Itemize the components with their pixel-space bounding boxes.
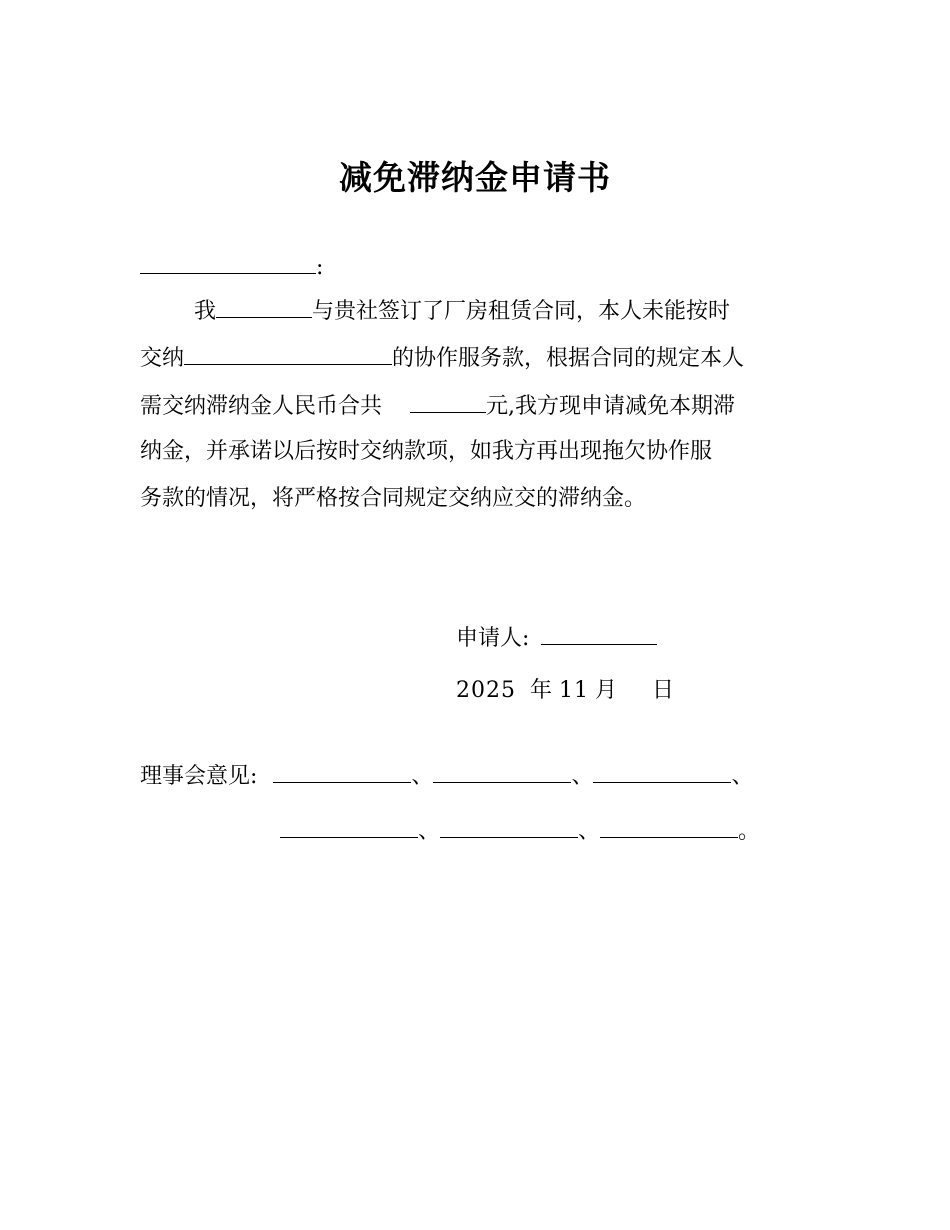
board-separator: 、 bbox=[578, 819, 601, 844]
signer-name-blank[interactable] bbox=[216, 295, 312, 318]
addressee-blank[interactable] bbox=[140, 251, 316, 274]
amount-blank[interactable] bbox=[410, 390, 486, 413]
body-line-1-a: 我 bbox=[194, 299, 217, 324]
board-end-mark: 。 bbox=[738, 819, 761, 844]
body-line-2-a: 交纳 bbox=[140, 346, 185, 371]
applicant-label: 申请人: bbox=[456, 626, 530, 651]
date-line bbox=[456, 676, 675, 706]
board-signature-blank[interactable] bbox=[280, 815, 418, 838]
board-signature-blank[interactable] bbox=[433, 760, 571, 783]
body-line-3-b: 元,我方现申请减免本期滞 bbox=[486, 394, 736, 419]
body-line-1-b: 与贵社签订了厂房租赁合同，本人未能按时 bbox=[312, 299, 731, 324]
board-separator: 、 bbox=[418, 819, 441, 844]
body-line-5: 务款的情况，将严格按合同规定交纳应交的滞纳金。 bbox=[140, 486, 647, 511]
board-line-2 bbox=[280, 815, 760, 845]
date-day-unit: 日 bbox=[652, 678, 676, 703]
date-month: 11 bbox=[559, 678, 590, 703]
applicant-blank[interactable] bbox=[541, 622, 657, 645]
date-month-unit: 月 bbox=[595, 678, 619, 703]
date-year: 2025 bbox=[456, 678, 516, 703]
service-fee-blank[interactable] bbox=[184, 342, 392, 365]
addressee-line bbox=[140, 251, 323, 281]
board-signature-blank[interactable] bbox=[600, 815, 738, 838]
board-separator: 、 bbox=[571, 764, 594, 789]
board-line-1 bbox=[140, 760, 753, 790]
body-line-2-b: 的协作服务款，根据合同的规定本人 bbox=[392, 346, 745, 371]
addressee-colon: : bbox=[316, 255, 324, 280]
board-separator: 、 bbox=[411, 764, 434, 789]
document-title: 减免滞纳金申请书 bbox=[339, 158, 611, 197]
board-signature-blank[interactable] bbox=[593, 760, 731, 783]
board-label: 理事会意见: bbox=[140, 764, 258, 789]
body-line-3 bbox=[140, 390, 735, 420]
applicant-line bbox=[456, 622, 657, 652]
date-year-unit: 年 bbox=[530, 678, 554, 703]
body-line-2 bbox=[140, 342, 744, 372]
body-line-1 bbox=[194, 295, 730, 325]
body-line-3-a: 需交纳滞纳金人民币合共 bbox=[140, 394, 383, 419]
board-signature-blank[interactable] bbox=[440, 815, 578, 838]
board-signature-blank[interactable] bbox=[273, 760, 411, 783]
board-separator: 、 bbox=[731, 764, 754, 789]
body-line-4: 纳金，并承诺以后按时交纳款项，如我方再出现拖欠协作服 bbox=[140, 439, 713, 464]
